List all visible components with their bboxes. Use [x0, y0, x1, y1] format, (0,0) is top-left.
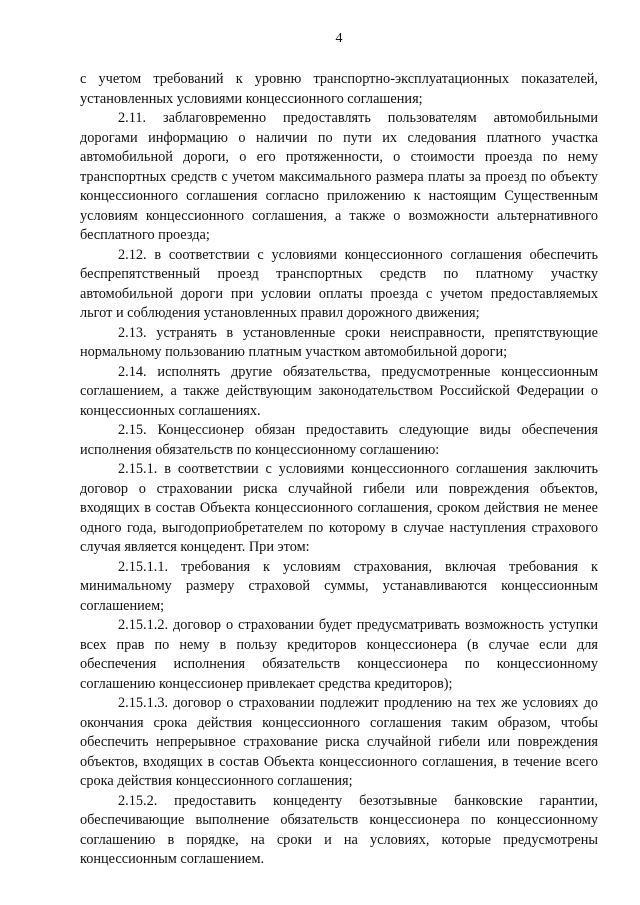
paragraph-2-14: 2.14. исполнять другие обязательства, предусмотренные концессионным соглашением, а также действующим законодательством Российской Федерации о концессионных соглашениях. [80, 363, 598, 419]
paragraph-2-15-2: 2.15.2. предоставить концеденту безотзывные банковские гарантии, обеспечивающие выполнение обязательств концессионера по концессионному соглашению в порядке, на сроки и на условиях, которые предусмотрены концессионным соглашением. [80, 792, 598, 867]
paragraph-2-15-1-1: 2.15.1.1. требования к условиям страхования, включая требования к минимальному размеру страховой суммы, устанавливаются концессионным соглашением; [80, 558, 598, 614]
paragraph-2-12: 2.12. в соответствии с условиями концессионного соглашения обеспечить беспрепятственный проезд транспортных средств по платному участку автомобильной дороги при условии оплаты проезда с учетом предоставляемых льгот и соблюдения установленных правил дорожного движения; [80, 246, 598, 321]
paragraph-2-13: 2.13. устранять в установленные сроки неисправности, препятствующие нормальному пользованию платным участком автомобильной дороги; [80, 324, 598, 360]
page-number: 4 [335, 31, 343, 46]
paragraph-2-15-1: 2.15.1. в соответствии с условиями концессионного соглашения заключить договор о страховании риска случайной гибели или повреждения объектов, входящих в состав Объекта концессионного соглашения, сроком действия не менее одного года, выгодоприобретателем по которому в случае наступления страхового случая является концедент. При этом: [80, 461, 598, 555]
paragraph-continuation: с учетом требований к уровню транспортно-эксплуатационных показателей, установленных условиями концессионного соглашения; [80, 71, 598, 107]
paragraph-2-15-1-3: 2.15.1.3. договор о страховании подлежит продлению на тех же условиях до окончания срока действия концессионного соглашения таким образом, чтобы обеспечить непрерывное страхование риска случайной гибели или повреждения объектов, входящих в состав Объекта концессионного соглашения, в течение всего срока действия концессионного соглашения; [80, 695, 598, 789]
paragraph-2-11: 2.11. заблаговременно предоставлять пользователям автомобильными дорогами информацию о наличии по пути их следования платного участка автомобильной дороги, о его протяженности, о стоимости проезда по нему транспортных средств с учетом максимального размера платы за проезд по объекту концессионного соглашения согласно приложению к настоящим Существенным условиям концессионного соглашения, а также о возможности альтернативного бесплатного проезда; [80, 110, 598, 243]
paragraph-2-15: 2.15. Концессионер обязан предоставить следующие виды обеспечения исполнения обязательств по концессионному соглашению: [80, 422, 598, 458]
paragraph-2-15-1-2: 2.15.1.2. договор о страховании будет предусматривать возможность уступки всех прав по нему в пользу кредиторов концессионера (в случае если для обеспечения исполнения обязательств концессионера по концессионному соглашению концессионер привлекает средства кредиторов); [80, 617, 598, 692]
